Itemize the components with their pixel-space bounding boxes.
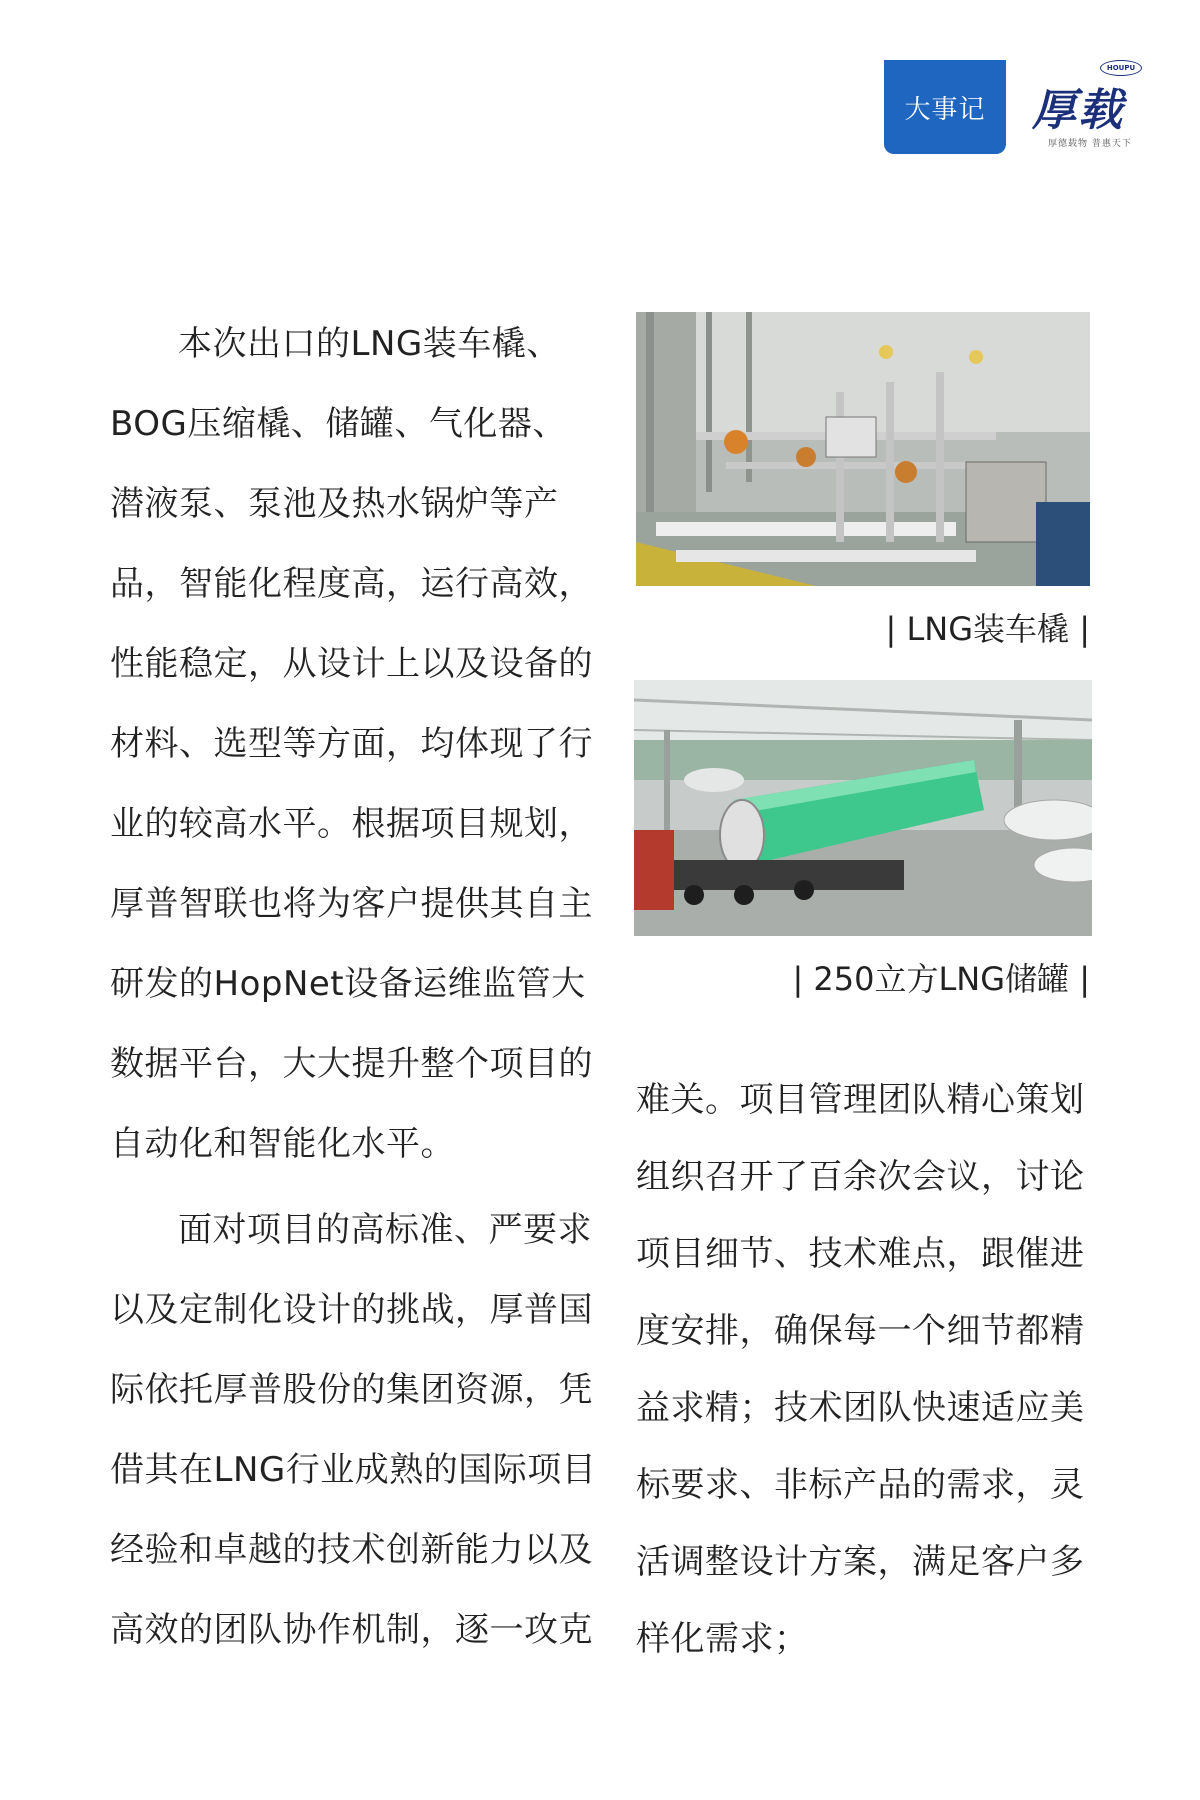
body-paragraph-continued: 难关。项目管理团队精心策划组织召开了百余次会议，讨论项目细节、技术难点，跟催进度安排，确保每一个细节都精益求精；技术团队快速适应美标要求、非标产品的需求，灵活调整设计方案，满足客户多样化需求； — [636, 1080, 1085, 1659]
logo-calligraphy: 厚载 — [1032, 85, 1124, 136]
photo-lng-storage-tank — [634, 680, 1092, 936]
logo-brand-mark: HOUPU — [1100, 60, 1142, 76]
photo-lng-loading-skid — [636, 312, 1090, 586]
left-text-column — [110, 304, 600, 1670]
company-logo — [1014, 52, 1174, 152]
photo-1-caption: | LNG装车橇 | — [885, 610, 1090, 648]
section-tab — [884, 60, 1006, 154]
body-paragraph-2: 面对项目的高标准、严要求以及定制化设计的挑战，厚普国际依托厚普股份的集团资源，凭借其在LNG行业成熟的国际项目经验和卓越的技术创新能力以及高效的团队协作机制，逐一攻克 — [110, 1210, 597, 1650]
section-tab-label: 大事记 — [904, 94, 986, 125]
photo-2-caption: | 250立方LNG储罐 | — [792, 960, 1090, 998]
logo-slogan: 厚德载物 普惠天下 — [1048, 139, 1132, 149]
body-paragraph-1: 本次出口的LNG装车橇、BOG压缩橇、储罐、气化器、潜液泵、泵池及热水锅炉等产品，智能化程度高，运行高效，性能稳定，从设计上以及设备的材料、选型等方面，均体现了行业的较高水平。根据项目规划，厚普智联也将为客户提供其自主研发的HopNet设备运维监管大数据平台，大大提升整个项目的自动化和智能化水平。 — [110, 324, 593, 1164]
right-text-column — [636, 1062, 1096, 1678]
